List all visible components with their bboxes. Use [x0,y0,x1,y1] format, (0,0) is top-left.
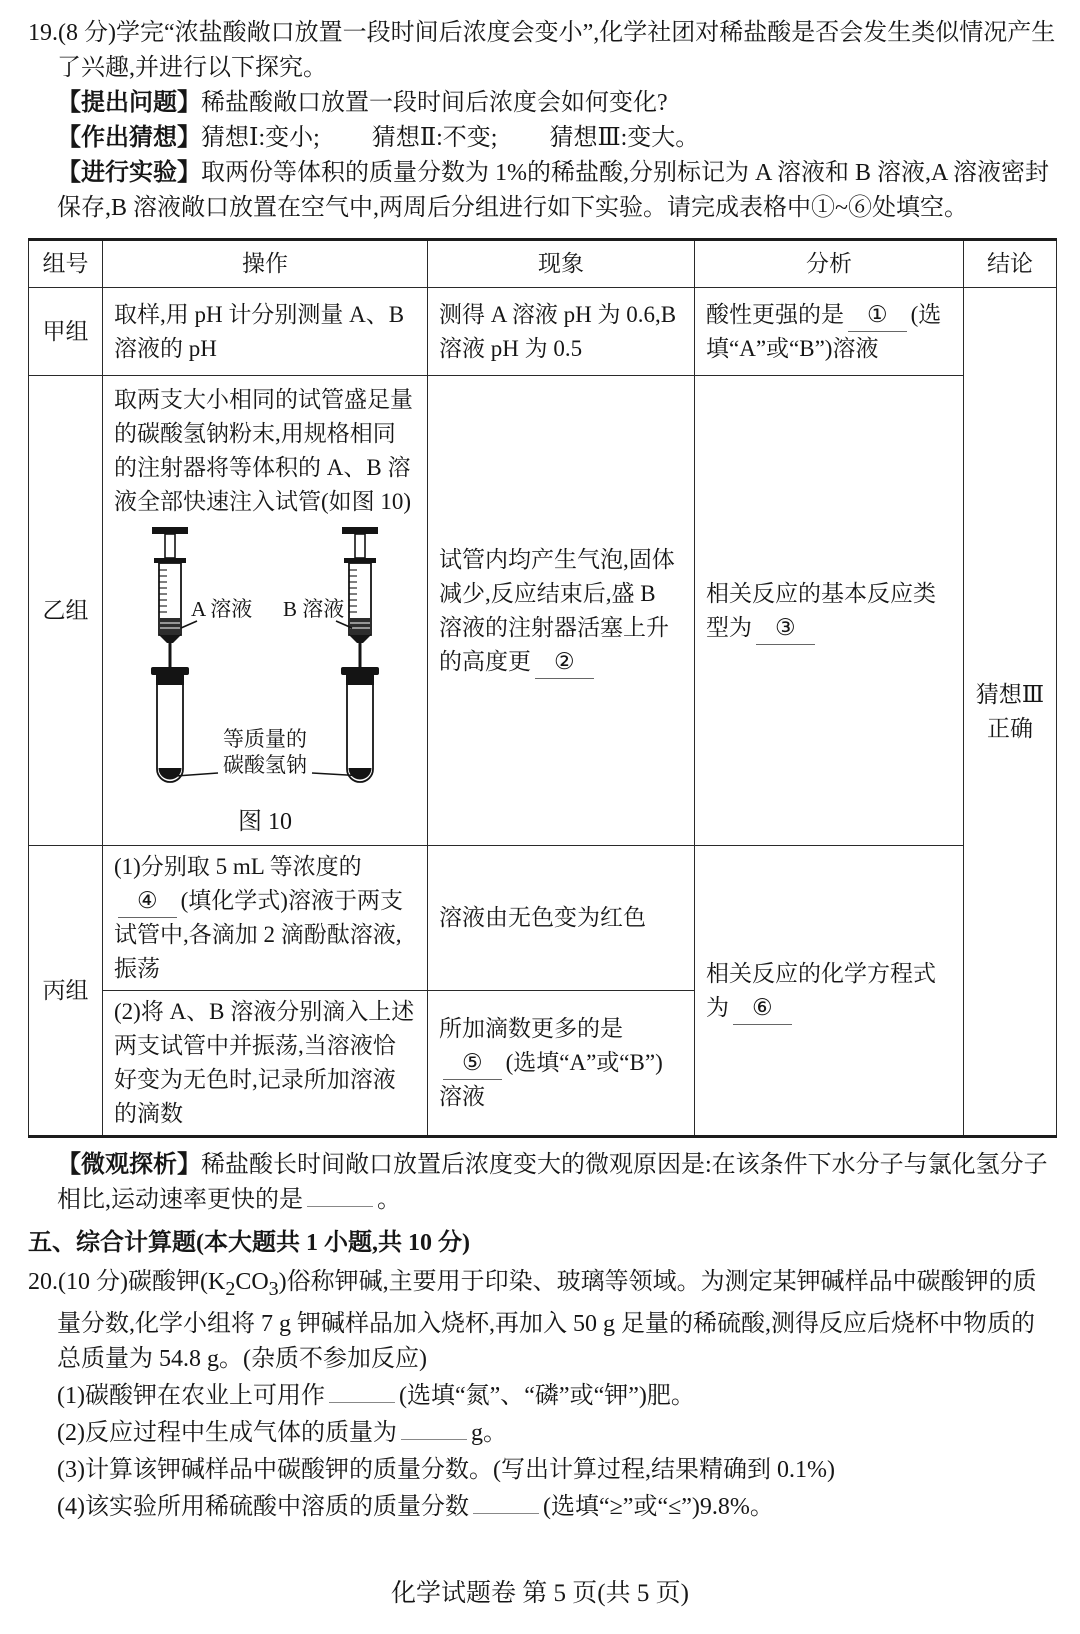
experiment-table [28,238,1057,1138]
blank-2: ② [535,647,594,679]
guess-1: 猜想Ⅰ:变小; [201,125,320,151]
bing-phenomenon-2: 所加滴数更多的是⑤ (选填“A”或“B”)溶液 [428,991,695,1137]
question-20-number: 20. [28,1269,58,1295]
q20-item-2: (2)反应过程中生成气体的质量为 g。 [28,1416,1056,1451]
propose-label: 【提出问题】 [57,90,201,116]
micro-label: 【微观探析】 [57,1152,201,1178]
label-solution-a: A 溶液 [191,596,253,621]
blank-q20-4 [473,1491,539,1514]
question-20-intro: 20.(10 分)碳酸钾$(K_2CO_3)$俗称钾碱,主要用于印染、玻璃等领域。为测定某钾碱样品中碳酸钾的质量分数,化学小组将 7 g 钾碱样品加入烧杯,再加入 50 g 足量的稀硫酸,测得反应后烧杯中物质的总质量为 54.8 g。(杂质不参加反应) [28,1269,1037,1372]
question-19-intro [28,16,1056,86]
test-tube-a [157,685,183,782]
test-tube-b [347,685,373,782]
blank-4: ④ [118,886,177,918]
yi-phenomenon: 试管内均产生气泡,固体减少,反应结束后,盛 B 溶液的注射器活塞上升的高度更 ② [428,376,695,846]
col-header-analysis: 分析 [695,240,964,288]
syringe-testtube-diagram [115,525,415,793]
col-header-group: 组号 [29,240,103,288]
label-solid-line1: 等质量的 [223,726,307,751]
section-5-heading: 五、综合计算题(本大题共 1 小题,共 10 分) [28,1230,470,1256]
figure-caption: 图 10 [238,808,292,835]
col-header-operation: 操作 [103,240,428,288]
table-row-bing-1 [29,846,1057,991]
question-19-number: 19. [28,20,58,46]
yi-analysis: 相关反应的基本反应类型为 ③ [695,376,964,846]
micro-analysis-line: 【微观探析】稀盐酸长时间敞口放置后浓度变大的微观原因是:在该条件下水分子与氯化氢分子相比,运动速率更快的是 。 [57,1152,1048,1213]
guess-line [28,121,1056,156]
table-row-jia [29,288,1057,376]
table-row-yi [29,376,1057,846]
blank-micro [307,1184,373,1207]
blank-q20-1 [329,1380,395,1403]
bing-operation-2: (2)将 A、B 溶液分别滴入上述两支试管中并振荡,当溶液恰好变为无色时,记录所加溶液的滴数 [103,991,428,1137]
conclusion-cell [964,288,1057,1137]
bing-operation-1: (1)分别取 5 mL 等浓度的④ (填化学式)溶液于两支试管中,各滴加 2 滴酚酞溶液,振荡 [103,846,428,991]
group-yi-label: 乙组 [29,376,103,846]
q20-item-4: (4)该实验所用稀硫酸中溶质的质量分数 (选填“≥”或“≤”)9.8%。 [28,1490,1056,1525]
yi-operation-cell [103,376,428,846]
k2co3-subscript-2: 2 [225,1277,236,1300]
q20-item-1: (1)碳酸钾在农业上可用作 (选填“氮”、“磷”或“钾”)肥。 [28,1379,1056,1414]
k2co3-subscript-3: 3 [268,1277,279,1300]
experiment-label: 【进行实验】 [57,160,201,186]
page-footer: 化学试题卷 第 5 页(共 5 页) [391,1580,689,1607]
group-bing-label: 丙组 [29,846,103,1137]
blank-6: ⑥ [733,993,792,1025]
blank-5: ⑤ [443,1048,502,1080]
propose-text: 稀盐酸敞口放置一段时间后浓度会如何变化? [201,90,668,116]
col-header-phenomenon: 现象 [428,240,695,288]
experiment-line [28,156,1056,226]
jia-analysis: 酸性更强的是 ① (选填“A”或“B”)溶液 [695,288,964,376]
blank-3: ③ [756,613,815,645]
blank-1: ① [848,300,907,332]
label-solution-b: B 溶液 [283,596,345,621]
question-20-items [28,1379,1056,1525]
figure-10 [114,525,416,839]
conclusion-line2: 正确 [987,715,1033,741]
bing-analysis: 相关反应的化学方程式为 ⑥ [695,846,964,1137]
syringe-apparatus-b [341,527,379,782]
q20-item-3: (3)计算该钾碱样品中碳酸钾的质量分数。(写出计算过程,结果精确到 0.1%) [57,1456,835,1483]
bing-phenomenon-1: 溶液由无色变为红色 [428,846,695,991]
experiment-text: 取两份等体积的质量分数为 1%的稀盐酸,分别标记为 A 溶液和 B 溶液,A 溶液密封保存,B 溶液敞口放置在空气中,两周后分组进行如下实验。请完成表格中①~⑥处填空。 [57,160,1050,221]
propose-question-line [28,86,1056,121]
micro-text: 稀盐酸长时间敞口放置后浓度变大的微观原因是:在该条件下水分子与氯化氢分子相比,运动速率更快的是 [57,1152,1048,1213]
group-jia-label: 甲组 [29,288,103,376]
jia-phenomenon: 测得 A 溶液 pH 为 0.6,B 溶液 pH 为 0.5 [428,288,695,376]
guess-3: 猜想Ⅲ:变大。 [549,125,700,151]
question-19-intro-text: (8 分)学完“浓盐酸敞口放置一段时间后浓度会变小”,化学社团对稀盐酸是否会发生类似情况产生了兴趣,并进行以下探究。 [57,20,1056,81]
guess-label: 【作出猜想】 [57,125,201,151]
syringe-apparatus-a [151,527,189,782]
table-header-row [29,240,1057,288]
conclusion-line1: 猜想Ⅲ [975,681,1045,707]
blank-q20-2 [401,1417,467,1440]
col-header-conclusion: 结论 [964,240,1057,288]
yi-operation-text: 取两支大小相同的试管盛足量的碳酸氢钠粉末,用规格相同的注射器将等体积的 A、B 溶液全部快速注入试管(如图 10) [114,386,413,514]
jia-operation: 取样,用 pH 计分别测量 A、B 溶液的 pH [103,288,428,376]
label-solid-line2: 碳酸氢钠 [223,752,307,777]
guess-2: 猜想Ⅱ:不变; [371,125,498,151]
